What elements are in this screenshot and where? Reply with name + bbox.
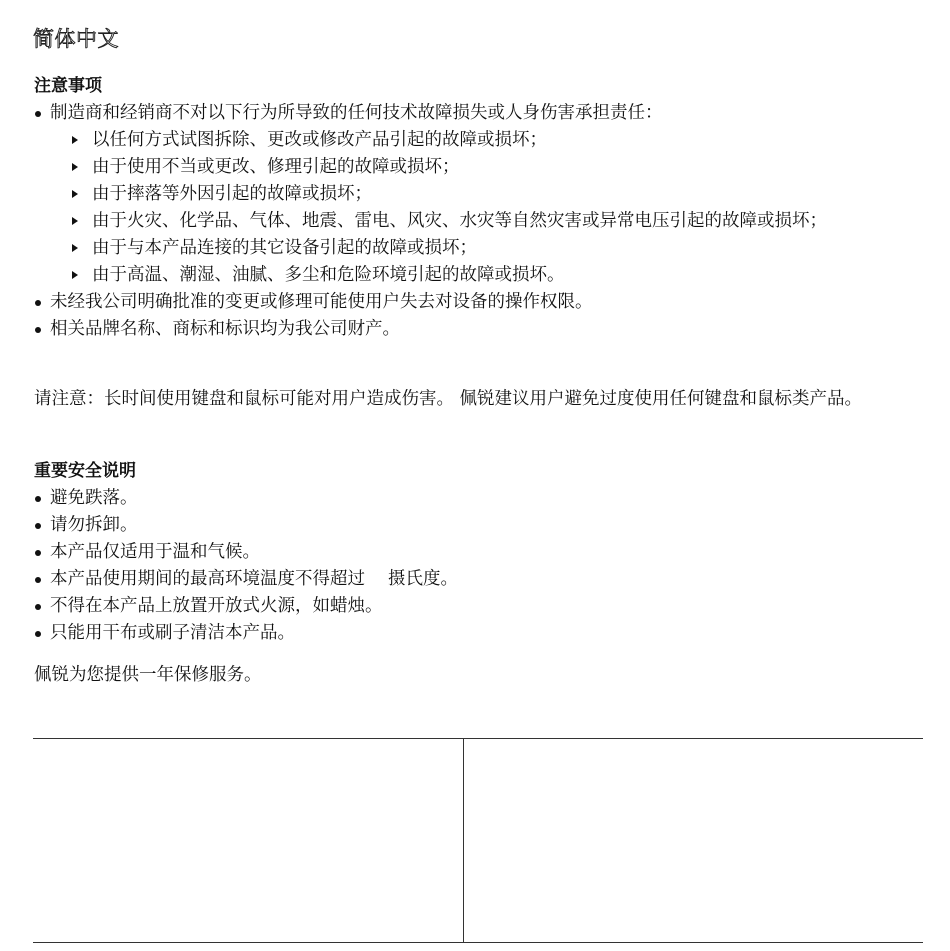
safety-section <box>34 458 924 647</box>
liability-subitem: 以任何方式试图拆除、更改或修改产品引起的故障或损坏； <box>50 127 924 154</box>
notice-item-trademarks: 相关品牌名称、商标和标识均为我公司财产。 <box>34 316 924 343</box>
notice-heading: 注意事项 <box>34 76 102 96</box>
notice-item-modification: 未经我公司明确批准的变更或修理可能使用户失去对设备的操作权限。 <box>34 289 924 316</box>
safety-item: 请勿拆卸。 <box>34 512 924 539</box>
notice-item-text: 制造商和经销商不对以下行为所导致的任何技术故障损失或人身伤害承担责任： <box>50 103 663 123</box>
safety-heading: 重要安全说明 <box>34 461 136 481</box>
footer-divider <box>463 739 464 943</box>
liability-subitem: 由于摔落等外因引起的故障或损坏； <box>50 181 924 208</box>
safety-item: 只能用干布或刷子清洁本产品。 <box>34 620 924 647</box>
safety-item: 避免跌落。 <box>34 485 924 512</box>
notice-item-liability <box>34 100 924 289</box>
warranty-paragraph: 佩锐为您提供一年保修服务。 <box>34 665 262 685</box>
liability-sublist <box>50 127 924 289</box>
caution-paragraph: 请注意：长时间使用键盘和鼠标可能对用户造成伤害。 佩锐建议用户避免过度使用任何键盘和鼠标类产品。 <box>34 389 863 409</box>
liability-subitem: 由于高温、潮湿、油腻、多尘和危险环境引起的故障或损坏。 <box>50 262 924 289</box>
safety-list <box>34 485 924 647</box>
liability-subitem: 由于火灾、化学品、气体、地震、雷电、风灾、水灾等自然灾害或异常电压引起的故障或损坏； <box>50 208 924 235</box>
warranty-section <box>34 662 924 689</box>
liability-subitem: 由于与本产品连接的其它设备引起的故障或损坏； <box>50 235 924 262</box>
caution-section <box>34 386 924 413</box>
safety-item: 不得在本产品上放置开放式火源，如蜡烛。 <box>34 593 924 620</box>
footer-table <box>33 738 923 943</box>
notice-list <box>34 100 924 343</box>
liability-subitem: 由于使用不当或更改、修理引起的故障或损坏； <box>50 154 924 181</box>
safety-item: 本产品使用期间的最高环境温度不得超过 摄氏度。 <box>34 566 924 593</box>
language-title: 简体中文 <box>33 27 119 51</box>
notice-section <box>34 73 924 343</box>
safety-item: 本产品仅适用于温和气候。 <box>34 539 924 566</box>
